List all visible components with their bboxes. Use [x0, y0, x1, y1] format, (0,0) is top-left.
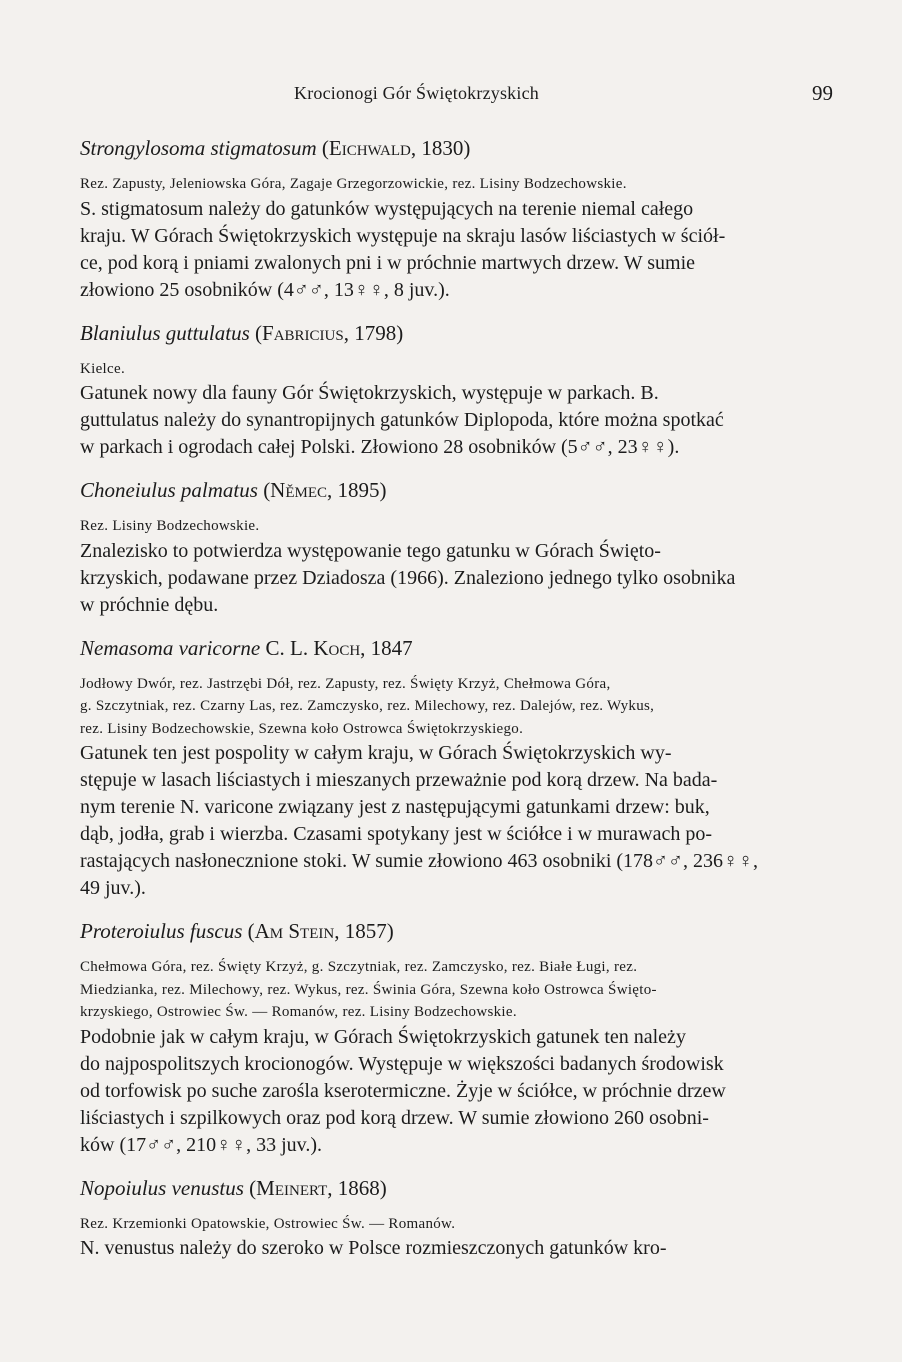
species-entry — [80, 320, 840, 462]
species-description — [80, 196, 840, 304]
text-line: dąb, jodła, grab i wierzba. Czasami spotykany jest w ściółce i w murawach po- — [80, 823, 713, 845]
locality-line: Rez. Lisiny Bodzechowskie. — [80, 518, 260, 534]
locality-line: Rez. Krzemionki Opatowskie, Ostrowiec Św. — Romanów. — [80, 1215, 456, 1232]
species-entry — [80, 918, 840, 1159]
text-line: Podobnie jak w całym kraju, w Górach Świętokrzyskich gatunek ten należy — [80, 1025, 686, 1048]
species-entry — [80, 477, 840, 619]
species-author: (Meinert, 1868) — [249, 1175, 387, 1200]
locality-line: Kielce. — [80, 360, 125, 377]
text-line: guttulatus należy do synantropijnych gatunków Diplopoda, które można spotkać — [80, 409, 724, 431]
text-line: w próchnie dębu. — [80, 593, 219, 616]
text-line: liściastych i szpilkowych oraz pod korą drzew. W sumie złowiono 260 osobni- — [80, 1106, 709, 1129]
species-author: (Am Stein, 1857) — [247, 919, 394, 943]
text-line: kraju. W Górach Świętokrzyskich występuje na skraju lasów liściastych w ściół- — [80, 224, 726, 247]
running-title: Krocionogi Gór Świętokrzyskich — [294, 83, 539, 103]
species-heading — [80, 135, 840, 161]
text-line: Gatunek ten jest pospolity w całym kraju, w Górach Świętokrzyskich wy- — [80, 742, 672, 764]
running-head — [0, 83, 902, 107]
text-line: ce, pod korą i pniami zwalonych pni i w próchnie martwych drzew. W sumie — [80, 251, 696, 274]
locality-line: Miedzianka, rez. Milechowy, rez. Wykus, rez. Świnia Góra, Szewna koło Ostrowca Święto- — [80, 981, 657, 998]
localities — [80, 673, 840, 741]
species-name: Choneiulus palmatus — [80, 478, 258, 502]
page-number: 99 — [812, 81, 833, 105]
species-heading — [80, 635, 840, 661]
species-description — [80, 1024, 840, 1159]
text-line: 49 juv.). — [80, 877, 146, 899]
species-description — [80, 380, 840, 461]
text-line: złowiono 25 osobników (4♂♂, 13♀♀, 8 juv.). — [80, 278, 450, 301]
species-description — [80, 1235, 840, 1262]
locality-line: Jodłowy Dwór, rez. Jastrzębi Dół, rez. Zapusty, rez. Święty Krzyż, Chełmowa Góra, — [80, 675, 611, 692]
localities — [80, 173, 840, 196]
localities — [80, 956, 840, 1024]
text-line: rastających nasłonecznione stoki. W sumie złowiono 463 osobniki (178♂♂, 236♀♀, — [80, 850, 759, 872]
text-line: do najpospolitszych krocionogów. Występuje w większości badanych środowisk — [80, 1052, 724, 1075]
species-name: Strongylosoma stigmatosum — [80, 136, 317, 160]
text-line: w parkach i ogrodach całej Polski. Złowiono 28 osobników (5♂♂, 23♀♀). — [80, 436, 680, 458]
species-author: C. L. Koch, 1847 — [265, 635, 413, 660]
species-description — [80, 538, 840, 619]
species-author: (Eichwald, 1830) — [321, 136, 471, 160]
species-heading — [80, 918, 840, 944]
localities — [80, 515, 840, 538]
species-heading — [80, 477, 840, 503]
text-line: krzyskich, podawane przez Dziadosza (1966). Znaleziono jednego tylko osobnika — [80, 566, 736, 589]
localities — [80, 1213, 840, 1236]
localities — [80, 358, 840, 381]
text-line: od torfowisk po suche zarośla kserotermiczne. Żyje w ściółce, w próchnie drzew — [80, 1079, 726, 1102]
locality-line: rez. Lisiny Bodzechowskie, Szewna koło Ostrowca Świętokrzyskiego. — [80, 720, 524, 737]
species-name: Nopoiulus venustus — [80, 1175, 244, 1200]
locality-line: krzyskiego, Ostrowiec Św. — Romanów, rez. Lisiny Bodzechowskie. — [80, 1004, 517, 1020]
text-line: S. stigmatosum należy do gatunków występujących na terenie niemal całego — [80, 197, 694, 220]
species-heading — [80, 1175, 840, 1201]
species-name: Proteroiulus fuscus — [80, 919, 243, 943]
species-author: (Němec, 1895) — [263, 478, 387, 502]
species-name: Nemasoma varicorne — [80, 635, 261, 660]
species-entry — [80, 135, 840, 304]
species-author: (Fabricius, 1798) — [255, 320, 404, 345]
species-entry — [80, 1175, 840, 1263]
locality-line: g. Szczytniak, rez. Czarny Las, rez. Zamczysko, rez. Milechowy, rez. Dalejów, rez. Wykus, — [80, 698, 655, 714]
species-name: Blaniulus guttulatus — [80, 320, 250, 345]
text-line: N. venustus należy do szeroko w Polsce rozmieszczonych gatunków kro- — [80, 1237, 667, 1259]
locality-line: Rez. Zapusty, Jeleniowska Góra, Zagaje Grzegorzowickie, rez. Lisiny Bodzechowskie. — [80, 176, 627, 192]
text-line: nym terenie N. varicone związany jest z następującymi gatunkami drzew: buk, — [80, 796, 710, 818]
text-line: ków (17♂♂, 210♀♀, 33 juv.). — [80, 1133, 323, 1156]
species-description — [80, 740, 840, 902]
text-line: Gatunek nowy dla fauny Gór Świętokrzyskich, występuje w parkach. B. — [80, 382, 659, 404]
page-body — [80, 135, 840, 1262]
species-entry — [80, 635, 840, 903]
text-line: stępuje w lasach liściastych i mieszanych przeważnie pod korą drzew. Na bada- — [80, 769, 718, 791]
locality-line: Chełmowa Góra, rez. Święty Krzyż, g. Szczytniak, rez. Zamczysko, rez. Białe Ługi, rez. — [80, 959, 638, 975]
text-line: Znalezisko to potwierdza występowanie tego gatunku w Górach Święto- — [80, 539, 661, 562]
species-heading — [80, 320, 840, 346]
